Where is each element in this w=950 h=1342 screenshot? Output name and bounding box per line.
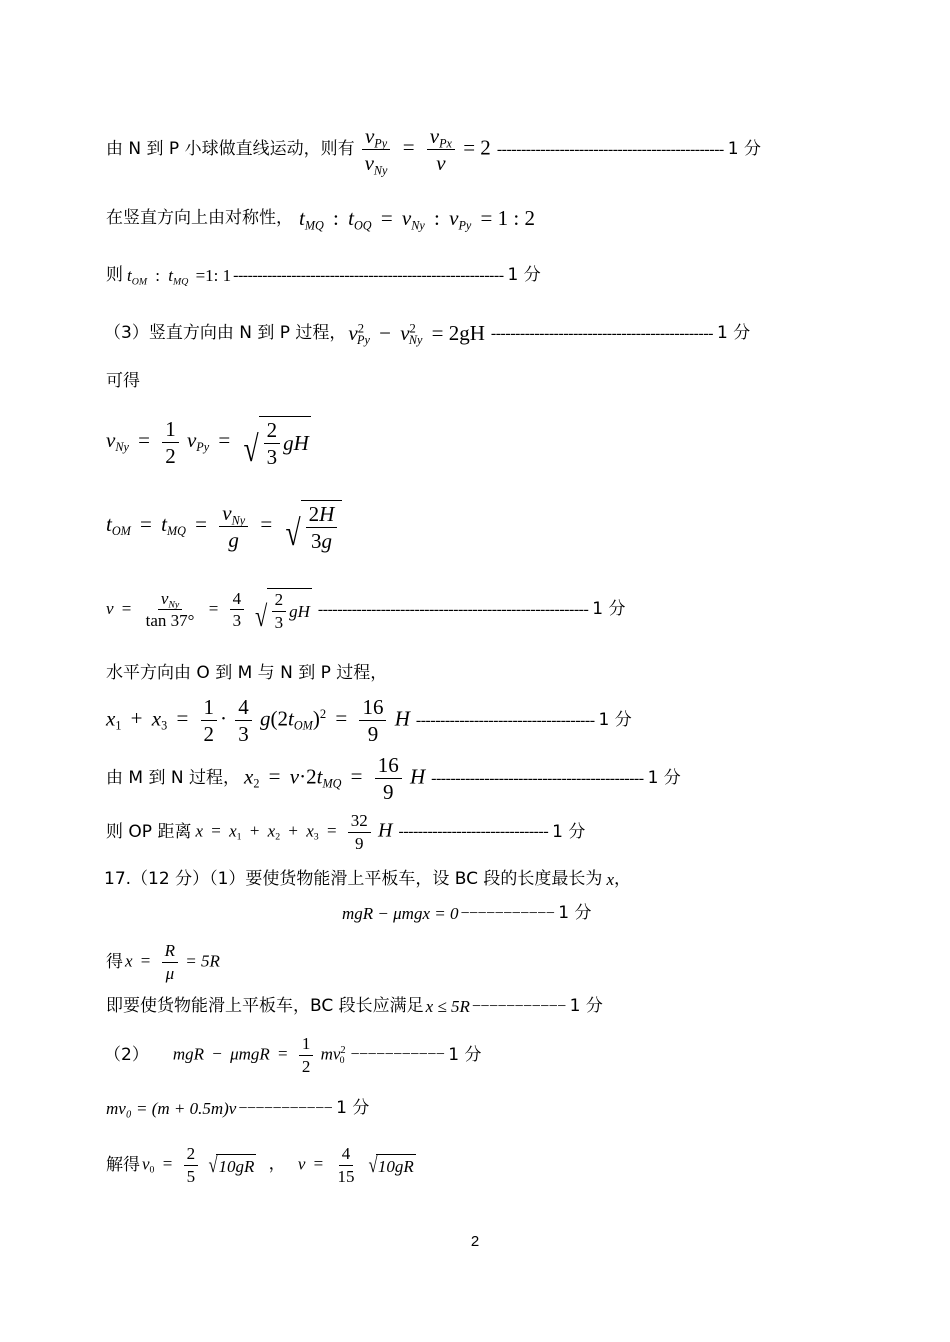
line-13-text: 17.（12 分）（1）要使货物能滑上平板车，设 BC 段的长度最长为 (104, 869, 603, 889)
sqrt: √ 10gR (208, 1152, 255, 1178)
score-label: 1 分 (716, 323, 751, 343)
fraction: $\frac{R}{\mu}$ (162, 942, 178, 983)
line-8-formula: v = $\frac{v_{Ny}}{\tan 37^\circ}$ = $\frac{4}{3}$ √ $\frac{2}{3}$ gH (106, 588, 310, 633)
line-12-text: 则 OP 距离 (106, 821, 192, 842)
line-11-text: 由 M 到 N 过程， (106, 768, 240, 789)
sqrt: √ $\frac{2H}{3g}$ (283, 500, 342, 552)
line-6 (106, 416, 311, 468)
line-3-formula: $t_{OM}$ : $t_{MQ} =1$: 1 (127, 266, 232, 288)
line-7 (106, 500, 342, 552)
line-2-text: 在竖直方向上由对称性， (106, 208, 293, 228)
fraction: $\frac{1}{2}$ (162, 418, 179, 467)
score-label: 1 分 (647, 768, 681, 789)
line-17 (104, 1035, 481, 1076)
line-3 (106, 265, 541, 288)
line-19-formula: $v_0$ = $\frac{2}{5}$ √ 10gR ， v = $\frac{4}{15}$ √ 10gR (142, 1144, 414, 1186)
fraction: $\frac{4}{3}$ (235, 696, 252, 745)
line-4 (104, 321, 751, 348)
dash-leader: ------------------------------------- (415, 711, 595, 729)
fraction: $\frac{4}{15}$ (337, 1144, 355, 1186)
line-17-text: （2） (104, 1044, 149, 1065)
line-13 (104, 871, 631, 888)
line-18-formula: mv₀ = (m + 0.5m)v (106, 1099, 237, 1118)
score-label: 1 分 (552, 821, 586, 842)
line-15-text: 得 (106, 951, 123, 972)
line-1 (106, 124, 761, 178)
sqrt: √ $\frac{2}{3}$ gH (243, 418, 309, 470)
line-19 (106, 1145, 416, 1186)
line-9-text: 水平方向由 O 到 M 与 N 到 P 过程， (106, 663, 388, 683)
fraction: $\frac{2}{5}$ (184, 1145, 199, 1186)
fraction: $\frac{v_{Ny}}{g}$ (219, 502, 248, 551)
ratio-12: = 1 : 2 (480, 206, 535, 230)
line-16 (106, 998, 603, 1015)
line-5-text: 可得 (106, 371, 140, 391)
sqrt: √ 10gR (368, 1152, 414, 1178)
fraction: $\frac{32}{9}$ (348, 812, 371, 853)
line-10 (106, 696, 632, 745)
dash-leader: −−−−−−−−−−− (471, 997, 566, 1015)
line-16-text: 即要使货物能滑上平板车，BC 段长应满足 (106, 996, 424, 1016)
line-19-text: 解得 (106, 1154, 140, 1175)
x-variable: x (606, 870, 614, 889)
line-4-formula: $v^2_{Py} - v^2_{Ny} = 2gH$ (348, 321, 485, 348)
page-number: 2 (470, 1233, 480, 1250)
line-1-text: 由 N 到 P 小球做直线运动，则有 (106, 139, 355, 160)
condition: x ≤ 5R (425, 997, 470, 1016)
dash-leader: -------------------------------------------------------- (317, 600, 589, 618)
score-label: 1 分 (592, 599, 626, 620)
dash-leader: ------------------------------- (398, 823, 549, 841)
ratio-two: = 2 (463, 135, 491, 160)
line-18 (106, 1100, 369, 1117)
dash-leader: -------------------------------------------- (431, 769, 644, 787)
line-15 (106, 942, 220, 983)
line-9 (106, 665, 387, 682)
line-7-formula: $t_{OM} = t_{MQ}$ = $\frac{v_{Ny}}{g}$ = √ $\frac{2H}{3g}$ (106, 500, 342, 552)
line-10-formula: $x_1 + x_3$ = $\frac{1}{2}$ · $\frac{4}{3}$ $g(2t_{OM})^2$ = $\frac{16}{9}$ H (106, 695, 410, 747)
score-label: 1 分 (727, 139, 761, 160)
line-12 (106, 812, 585, 853)
dash-leader: −−−−−−−−−−− (350, 1046, 445, 1064)
score-label: 1 分 (598, 710, 632, 731)
fraction: $\frac{16}{9}$ (359, 696, 386, 745)
dash-leader: ----------------------------------------------- (496, 140, 724, 158)
line-4-text: （3）竖直方向由 N 到 P 过程， (104, 323, 347, 343)
line-14-formula: mgR − μmgx = 0 (342, 904, 459, 923)
fraction: $\frac{16}{9}$ (375, 754, 402, 803)
fraction: $\frac{1}{2}$ (201, 696, 218, 745)
score-label: 1 分 (507, 265, 541, 285)
dash-leader: -------------------------------------------------------- (233, 266, 504, 284)
ratio-11: =1: 1 (195, 266, 232, 285)
line-17-formula: mgR − μmgR = $\frac{1}{2}$ $mv^2_0$ (172, 1034, 346, 1076)
line-15-formula: x = $\frac{R}{\mu}$ = 5R (125, 941, 220, 983)
line-1-formula: $\frac{v_{Py}}{v_{Ny}}$ = $\frac{v_{Px}}{v}$ = 2 (359, 125, 491, 174)
line-8 (106, 588, 626, 632)
comma: ， (613, 869, 631, 889)
fraction: $\frac{v_{Ny}}{\tan 37^\circ}$ (143, 590, 198, 631)
dash-leader: ---------------------------------------------- (490, 324, 713, 342)
fraction: $\frac{v_{Py}}{v_{Ny}}$ (362, 125, 391, 174)
fraction: $\frac{4}{3}$ (230, 590, 245, 631)
line-2-formula: $t_{MQ}$ : $t_{OQ} = v_{Ny}$ : $v_{Py} = 1$ : 2 (299, 206, 535, 233)
score-label: 1 分 (448, 1044, 482, 1065)
dash-leader: −−−−−−−−−−− (460, 904, 555, 922)
sqrt: √ $\frac{2}{3}$ gH (255, 590, 310, 633)
line-5 (106, 373, 140, 390)
score-label: 1 分 (336, 1098, 370, 1118)
two-gH: = 2gH (431, 321, 485, 345)
line-14 (342, 905, 591, 922)
tan37: tan 37° (145, 611, 195, 631)
fraction: $\frac{1}{2}$ (299, 1035, 314, 1076)
score-label: 1 分 (569, 996, 603, 1016)
line-12-formula: $x = x_1 + x_2 + x_3$ = $\frac{32}{9}$ H (195, 811, 393, 853)
line-6-formula: $v_{Ny}$ = $\frac{1}{2}$ $v_{Py}$ = √ $\frac{2}{3}$ gH (106, 416, 309, 470)
line-2 (106, 206, 535, 233)
line-11-formula: $x_2 = v\cdot 2t_{MQ}$ = $\frac{16}{9}$ H (244, 753, 426, 805)
fraction: $\frac{v_{Px}}{v}$ (427, 125, 455, 174)
score-label: 1 分 (558, 903, 592, 923)
line-11 (106, 754, 681, 803)
dash-leader: −−−−−−−−−−− (238, 1099, 333, 1117)
line-3-text: 则 (106, 265, 123, 285)
